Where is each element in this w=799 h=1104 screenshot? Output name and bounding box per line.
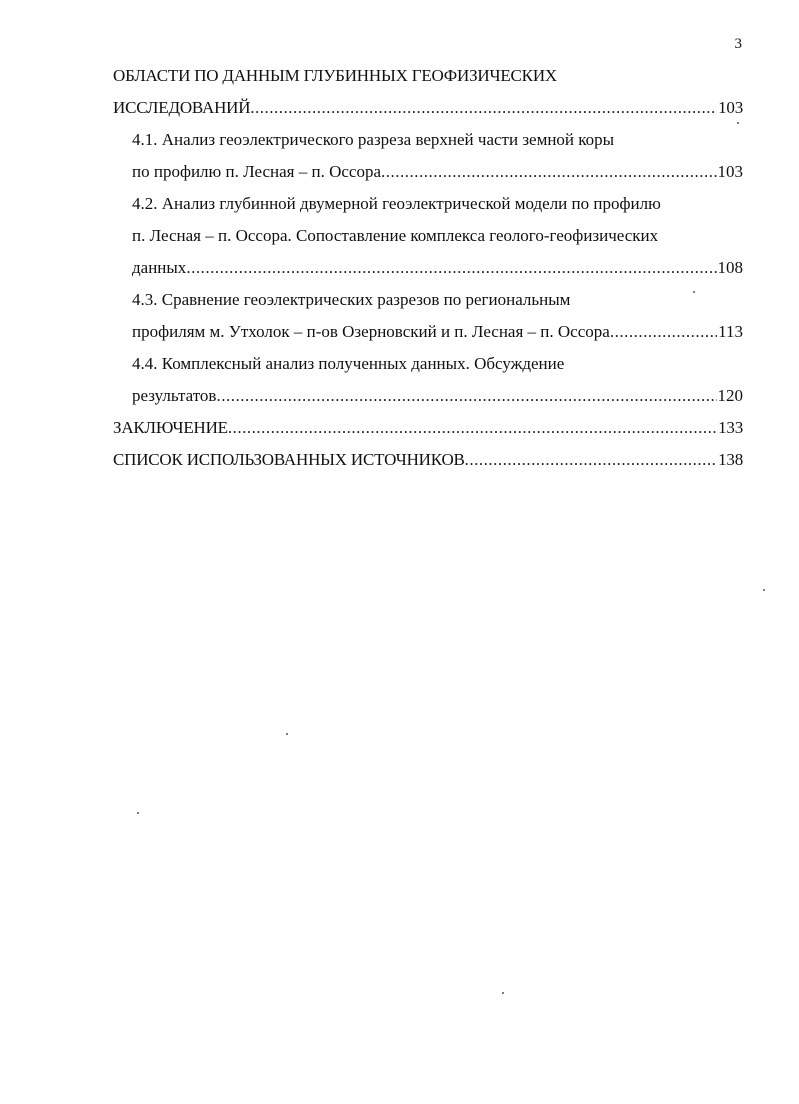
dot-leader: [465, 444, 717, 476]
toc-entry-conclusion: [113, 412, 743, 444]
section-4-2-line1: 4.2. Анализ глубинной двумерной геоэлектрической модели по профилю: [132, 194, 661, 213]
section-4-3-line2: профилям м. Утхолок – п-ов Озерновский и п. Лесная – п. Оссора: [132, 322, 610, 341]
section-4-2-line3: данных: [132, 258, 187, 277]
section-4-2-line2: п. Лесная – п. Оссора. Сопоставление комплекса геолого-геофизических: [132, 226, 659, 245]
dot-leader: [228, 412, 717, 444]
section-4-4-line2: результатов: [132, 386, 217, 405]
section-4-3-page-ref: 113: [718, 322, 743, 341]
scan-speck: [286, 733, 288, 735]
scan-speck: [693, 291, 695, 293]
references-title: СПИСОК ИСПОЛЬЗОВАННЫХ ИСТОЧНИКОВ: [113, 450, 465, 469]
toc-entry-4-2: [113, 252, 743, 284]
section-4-1-page-ref: 103: [717, 162, 743, 181]
conclusion-page-ref: 133: [718, 418, 743, 437]
page-number: 3: [734, 36, 742, 52]
section-4-4-page-ref: 120: [717, 386, 743, 405]
dot-leader: [610, 316, 717, 348]
chapter4-title-line1: ОБЛАСТИ ПО ДАННЫМ ГЛУБИННЫХ ГЕОФИЗИЧЕСКИХ: [113, 66, 557, 85]
scan-speck: [763, 589, 765, 591]
scan-speck: [137, 812, 139, 814]
section-4-4-line1: 4.4. Комплексный анализ полученных данных. Обсуждение: [132, 354, 565, 373]
scan-speck: [502, 992, 504, 994]
toc-entry-4-4: [113, 380, 743, 412]
section-4-1-line2: по профилю п. Лесная – п. Оссора: [132, 162, 381, 181]
toc-entry-4-1: [113, 156, 743, 188]
dot-leader: [381, 156, 717, 188]
table-of-contents: [113, 60, 743, 476]
dot-leader: [250, 92, 717, 124]
conclusion-title: ЗАКЛЮЧЕНИЕ: [113, 418, 228, 437]
chapter4-page-ref: 103: [718, 98, 743, 117]
section-4-3-line1: 4.3. Сравнение геоэлектрических разрезов по региональным: [132, 290, 571, 309]
toc-entry-chapter4: [113, 92, 743, 124]
scan-speck: [737, 122, 739, 124]
references-page-ref: 138: [718, 450, 743, 469]
toc-entry-4-3: [113, 316, 743, 348]
dot-leader: [186, 252, 716, 284]
chapter4-title-line2: ИССЛЕДОВАНИЙ: [113, 98, 251, 117]
toc-entry-references: [113, 444, 743, 476]
section-4-2-page-ref: 108: [717, 258, 743, 277]
section-4-1-line1: 4.1. Анализ геоэлектрического разреза верхней части земной коры: [132, 130, 615, 149]
dot-leader: [216, 380, 716, 412]
